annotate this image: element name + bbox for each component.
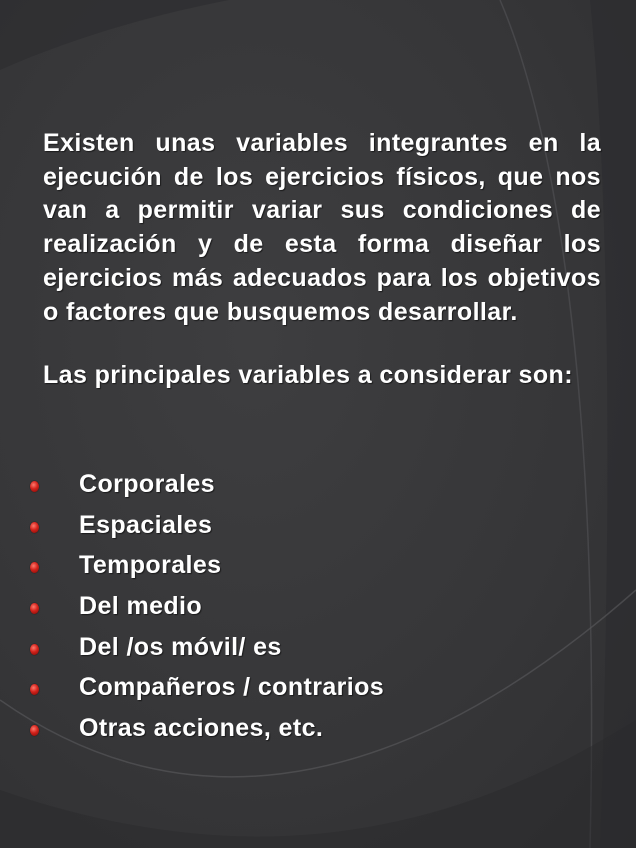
intro-paragraph: Existen unas variables integrantes en la ejecución de los ejercicios físicos, que nos van a permitir variar sus condiciones de realización y de esta forma diseñar los ejercicios más adecuados para los objetivos o factores que busquemos desarrollar. [43,129,601,326]
red-bullet-icon [30,481,39,492]
list-item-label: Corporales [79,470,215,498]
list-item-label: Del /os móvil/ es [79,632,282,661]
list-item-label: Otras acciones, etc. [79,714,324,743]
list-item [0,710,636,751]
red-bullet-icon [30,562,39,573]
list-item-label: Temporales [79,551,222,580]
variables-heading-paragraph: Las principales variables a considerar son: [43,361,573,390]
list-item-label: Del medio [79,592,203,621]
list-item [0,629,636,670]
list-item [0,507,636,548]
list-item [0,588,636,629]
red-bullet-icon [30,522,39,533]
red-bullet-icon [30,725,39,736]
list-item [0,547,636,588]
red-bullet-icon [30,684,39,695]
list-item [0,669,636,710]
list-item-label: Espaciales [79,510,213,539]
text-body [43,127,601,393]
red-bullet-icon [30,603,39,614]
variables-list [0,466,636,751]
list-item-label: Compañeros / contrarios [79,673,385,702]
list-item [0,466,636,507]
red-bullet-icon [30,644,39,655]
